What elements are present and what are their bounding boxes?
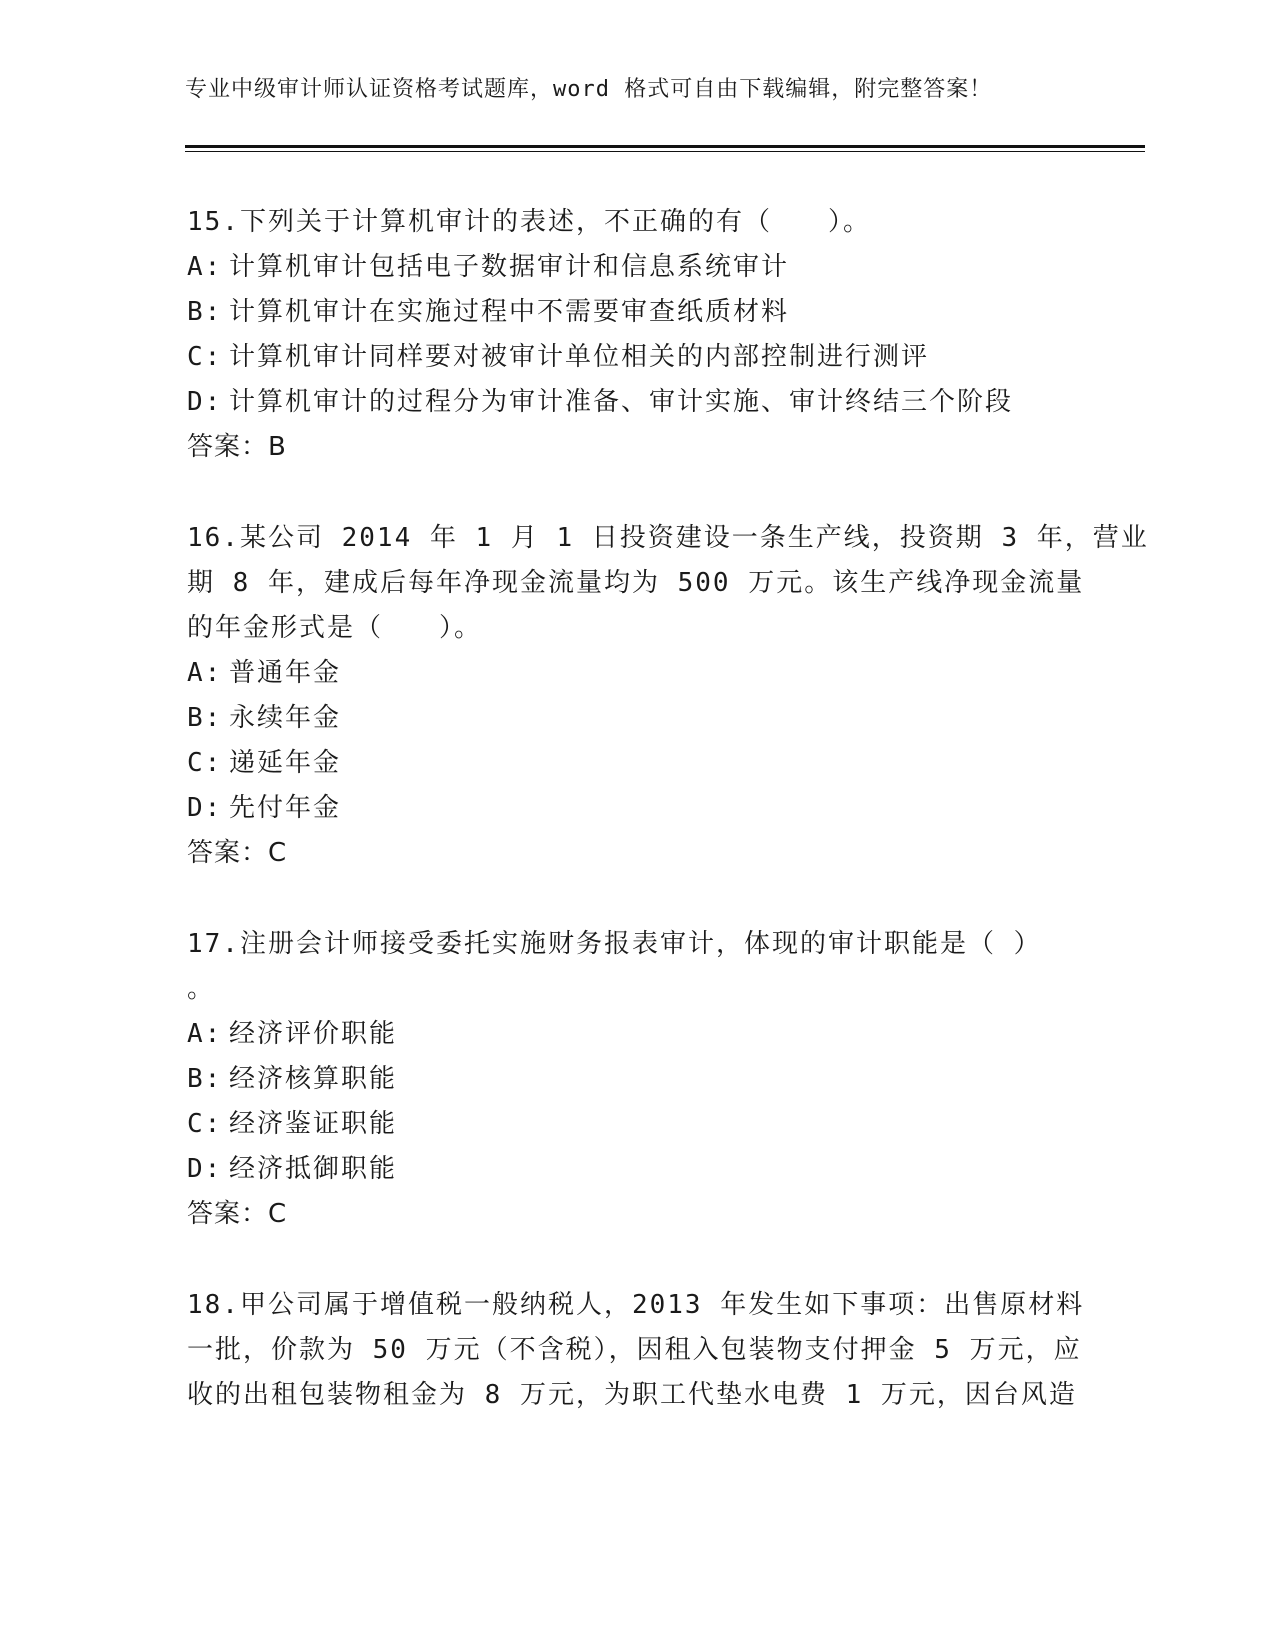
option-text: 经济鉴证职能 bbox=[229, 1109, 398, 1139]
option-text: 普通年金 bbox=[229, 658, 342, 688]
question-stem: 15.下列关于计算机审计的表述，不正确的有（ ）。 bbox=[187, 207, 871, 237]
option-letter: B: bbox=[187, 703, 223, 733]
option-letter: C: bbox=[187, 342, 223, 372]
option-text: 经济核算职能 bbox=[229, 1064, 398, 1094]
question-16 bbox=[187, 516, 1149, 876]
option-c bbox=[187, 335, 1087, 380]
option-d bbox=[187, 380, 1087, 425]
question-stem: 期 8 年，建成后每年净现金流量均为 500 万元。该生产线净现金流量 bbox=[187, 568, 1085, 598]
option-letter: A: bbox=[187, 252, 223, 282]
question-stem: 17.注册会计师接受委托实施财务报表审计，体现的审计职能是（ ） bbox=[187, 929, 1042, 959]
option-b bbox=[187, 290, 1087, 335]
option-letter: B: bbox=[187, 297, 223, 327]
option-b bbox=[187, 1057, 1087, 1102]
question-stem: 。 bbox=[187, 974, 216, 1004]
option-text: 递延年金 bbox=[229, 748, 342, 778]
option-text: 计算机审计同样要对被审计单位相关的内部控制进行测评 bbox=[229, 342, 930, 372]
option-a bbox=[187, 245, 1087, 290]
question-list bbox=[187, 200, 1149, 1464]
answer: 答案：C bbox=[187, 1199, 288, 1229]
option-text: 先付年金 bbox=[229, 793, 342, 823]
option-text: 计算机审计的过程分为审计准备、审计实施、审计终结三个阶段 bbox=[229, 387, 1014, 417]
option-text: 计算机审计包括电子数据审计和信息系统审计 bbox=[229, 252, 790, 282]
question-stem: 的年金形式是（ ）。 bbox=[187, 613, 483, 643]
option-a bbox=[187, 651, 1087, 696]
option-letter: C: bbox=[187, 748, 223, 778]
question-stem: 18.甲公司属于增值税一般纳税人，2013 年发生如下事项：出售原材料 bbox=[187, 1290, 1085, 1320]
header-rule-thin bbox=[185, 151, 1145, 152]
option-letter: C: bbox=[187, 1109, 223, 1139]
answer: 答案：B bbox=[187, 432, 287, 462]
option-d bbox=[187, 1147, 1087, 1192]
option-text: 经济抵御职能 bbox=[229, 1154, 398, 1184]
option-a bbox=[187, 1012, 1087, 1057]
option-text: 计算机审计在实施过程中不需要审查纸质材料 bbox=[229, 297, 790, 327]
option-letter: D: bbox=[187, 1154, 223, 1184]
question-stem: 一批，价款为 50 万元（不含税），因租入包装物支付押金 5 万元，应 bbox=[187, 1335, 1082, 1365]
question-18 bbox=[187, 1283, 1087, 1418]
question-stem: 16.某公司 2014 年 1 月 1 日投资建设一条生产线，投资期 3 年，营业 bbox=[187, 523, 1149, 553]
option-text: 经济评价职能 bbox=[229, 1019, 398, 1049]
option-c bbox=[187, 741, 1087, 786]
answer: 答案：C bbox=[187, 838, 288, 868]
option-d bbox=[187, 786, 1087, 831]
header-rule-thick bbox=[185, 145, 1145, 148]
option-letter: A: bbox=[187, 658, 223, 688]
option-letter: D: bbox=[187, 793, 223, 823]
question-stem: 收的出租包装物租金为 8 万元，为职工代垫水电费 1 万元，因台风造 bbox=[187, 1380, 1077, 1410]
option-letter: D: bbox=[187, 387, 223, 417]
option-b bbox=[187, 696, 1087, 741]
question-15 bbox=[187, 200, 1087, 470]
question-17 bbox=[187, 922, 1087, 1237]
option-c bbox=[187, 1102, 1087, 1147]
option-letter: A: bbox=[187, 1019, 223, 1049]
option-letter: B: bbox=[187, 1064, 223, 1094]
option-text: 永续年金 bbox=[229, 703, 342, 733]
page-header: 专业中级审计师认证资格考试题库，word 格式可自由下载编辑，附完整答案！ bbox=[185, 77, 993, 102]
